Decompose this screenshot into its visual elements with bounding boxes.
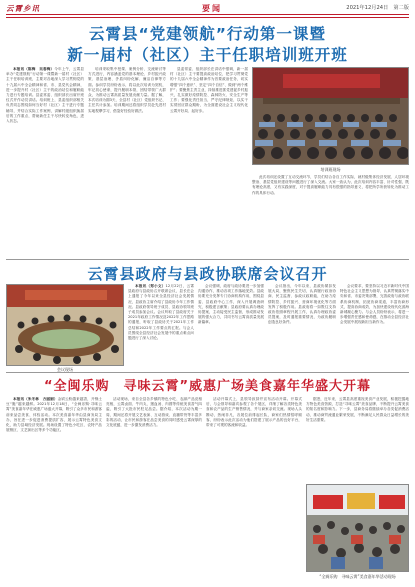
article3-column-3 [206, 397, 302, 581]
masthead-rule [6, 14, 409, 15]
article3-text-4: 据悉，近年来，云霄县高度重视美食产业发展，积极挖掘地方特色美食资源，打造“寻味云霄”美食品牌，不断提升云霄美食的知名度和影响力。下一步，县商务局将继续举办各类促消费活动，推动商贸流通业繁荣发展，不断满足人民群众日益增长的美好生活需要。 [306, 397, 409, 422]
section-divider-1 [6, 259, 409, 260]
meeting-room-photo [7, 285, 124, 366]
food-festival-photo [307, 485, 409, 572]
article2-column-2 [198, 284, 264, 372]
section-divider-2 [6, 372, 409, 373]
article1-lead: 本报讯（陈梅 吴春梅） [13, 67, 55, 71]
article3-column-4 [306, 397, 409, 481]
article2-text-4: 会议要求，要坚持以习近平新时代中国特色社会主义思想为指导，认真贯彻落实中央和省、市委决策部署，完善政府与政协联系协商机制，拓宽协商渠道，丰富协商形式，提高协商成效，为加快建设现代化滨海新城凝心聚力。与会人员纷纷表示，将进一步增强责任感和使命感，在推动全县经济社会发展中展现新担当新作为。 [340, 284, 409, 325]
article2-headline: 云霄县政府与县政协联席会议召开 [87, 265, 328, 283]
article3-photo [306, 484, 409, 572]
article1-text-4: 此次培训还设置了互动交流环节，学员们结合各自工作实际，就村级集体经济发展、人居环境整治、基层党组织建设等问题进行了深入交流。大家一致认为，此次培训内容丰富、针对性强，既有理论高度，又有实践深度，对于提高履职能力具有很强的指导意义，将把所学所获转化为推动工作的具体行动。 [252, 175, 409, 195]
article1-column-1 [6, 67, 84, 257]
article1-column-4 [252, 175, 409, 257]
article1-column-3 [170, 67, 248, 257]
masthead-rule-thin [6, 17, 409, 18]
article3-text-3: 活动开幕式上，县领导致辞并宣布活动开幕。开幕式后，与会领导和嘉宾参观了各个展区，详细了解各类特色美食和农产品的生产销售情况，并与商家亲切交流。现场人头攒动，热闹非凡，各展位前排起长队，商家们热情招呼顾客，纷纷表示此次活动为他们搭建了展示产品的良好平台，带来了可观的客流和收益。 [206, 397, 302, 428]
article3-photo-caption: “全闽乐购 寻味云霄”美食嘉年华活动现场 [319, 574, 396, 579]
article2-photo-caption: 会议现场 [57, 367, 73, 372]
article2-text-3: 会议指出，今年以来，县政协紧扣发展大局，聚焦民生关切，认真履行政治协商、民主监督、参政议政职能，在助力疫情防控、乡村振兴、营商环境优化等方面发挥了积极作用。县政府将一如既往支持政协依照章程开展工作，认真办理政协委员提案，及时通报重要情况，为政协履职创造良好条件。 [268, 284, 336, 325]
article2-text-1: 12月22日，云霄县政府与县政协召开联席会议，县长在会上通报了今年以来全县经济社会发展情况，县政协主席介绍了县政协今年工作情况。县政府领导班子成员、县政协领导班子成员参加会议。会议听取了县政府关于2021年政府工作情况及2022年工作思路的通报，听取了县政协关于2021年工作总结和2022年工作要点的汇报。与会人员围绕全县经济社会发展中的重点难点问题进行了深入讨论。 [128, 284, 194, 341]
issue-date: 2021年12月24日 第二版 [346, 5, 409, 11]
article3-text-2: 活动现场，来自全县各乡镇的特色小吃、农副产品竞相亮相，云霄卤面、牛肉丸、猪血汤、肉圆等传统美食香气四溢，吸引了大批市民驻足品尝。据介绍，本次活动为期一周，期间还将开展文艺表演、互动游戏、直播带货等丰富多彩的活动，让市民和游客在品尝美食的同时感受云霄深厚的文化底蕴，进一步激发消费活力。 [106, 397, 202, 428]
article1-text-1: 今年上午，云霄县举办“党建领航”行动第一课暨新一届村（社区）主干任职培训班，主要对各地深入学习贯彻党的十九届六中全会精神和省、市、县党代会精神，进一步提升村（社区）主干的政治站位和履职能力进行专题培训。县委常委、组织部长出席开班仪式并作动员讲话。培训班上，县委组织部相关负责同志围绕如何当好村（社区）主干进行专题辅导，并结合实际工作案例，讲解村级组织换届后的工作重点，帮助新任主干尽快转变角色、进入状态。 [6, 67, 84, 124]
article1-column-2 [88, 67, 166, 257]
article1-headline-line1: 云霄县“党建领航”行动第一课暨 [89, 25, 326, 43]
article1-headline-line2: 新一届村（社区）主干任职培训班开班 [67, 46, 348, 64]
article2-column-4 [340, 284, 409, 372]
training-hall-photo [253, 68, 409, 165]
article1-photo-caption: 培训班现场 [320, 167, 341, 172]
article2-column-3 [268, 284, 336, 372]
article2-photo [6, 284, 124, 366]
article3-lead: 本报讯（朱冬林 方丽娟） [13, 397, 58, 401]
article3-column-1 [6, 397, 102, 581]
article1-photo [252, 67, 409, 165]
article3-headline: “全闽乐购 寻味云霄”威惠广场美食嘉年华盛大开幕 [43, 379, 372, 394]
article2-column-1 [128, 284, 194, 372]
article2-lead: 本报讯（郑小文） [135, 284, 166, 288]
newspaper-logo: 云霄乡讯 [6, 4, 40, 13]
article3-column-2 [106, 397, 202, 581]
section-title: 要闻 [202, 3, 222, 13]
article3-text-1: 金钺云粉越来越香，开锅土豆“脆”越来越鲜。2021年12月18日，“全闽乐购·寻味云霄”美食嘉年华在威惠广场盛大开幕，吸引了众多市民和游客前来品尝美食、体验活动。本次美食嘉年华由县商务局主办，旨在进一步促进消费提质扩容，展示云霄特色美食文化，助力县域经济发展。现场设置了特色小吃区、农特产品展销区、文艺演出区等多个功能区。 [6, 397, 102, 433]
article1-text-2: 培训采取集中授课、案例分析、交流研讨等方式进行，内容涵盖党的基本理论、乡村振兴政策、基层治理、矛盾纠纷化解、廉洁自律等方面。参训学员纷纷表示，将以此次培训为契机，牢记初心使命，提升履职本领，团结带领广大群众，为推动云霄高质量发展贡献力量。据了解，本次培训为期3天，全县村（社区）党组织书记、主任共计参加。培训期间还将组织学员赴先进村实地观摩学习，借鉴好经验好做法。 [88, 67, 166, 113]
article1-text-3: 县委常委、组织部长在讲话中强调，新一届村（社区）主干要提高政治站位，把学习贯彻党的十九届六中全会精神作为首要政治任务，切实增强“四个意识”、坚定“四个自信”、做到“两个维护”；要聚焦主责主业，持续推进抓党建促乡村振兴，扎实做好疫情防控、森林防火、安全生产等工作；要强化责任担当，严守纪律规矩，以实干实绩回应群众期盼，为全面建设社会主义现代化云霄开好局、起好步。 [170, 67, 248, 113]
article2-text-2: 会议强调，政府与政协要进一步加强沟通协作，推动各项工作落地见效。县政协要充分发挥专门协商机构作用，围绕县委、县政府中心工作，深入开展调查研究，积极建言献策；县政府要认真办理政协提案，主动接受民主监督，形成推动发展的强大合力，共同书写云霄高质量发展新篇章。 [198, 284, 264, 325]
